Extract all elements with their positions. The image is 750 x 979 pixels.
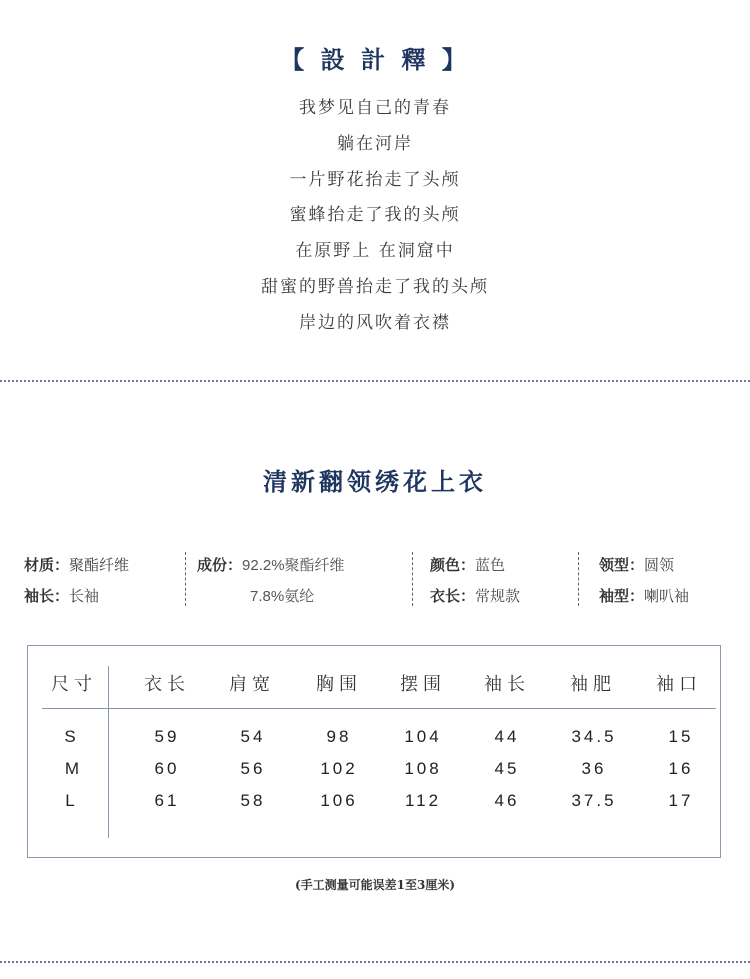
table-cell: 102: [320, 759, 358, 778]
spec-value: 聚酯纤维: [69, 556, 130, 574]
table-cell: 58: [240, 791, 266, 810]
table-horizontal-rule: [42, 708, 716, 709]
poem: [0, 94, 750, 345]
spec-column-composition: [185, 552, 345, 606]
spec-composition: [197, 552, 345, 583]
table-cell: 106: [320, 791, 358, 810]
spec-key: 领型：: [599, 556, 645, 574]
spec-value: 蓝色: [475, 556, 506, 574]
table-cell: 108: [404, 759, 442, 778]
poem-line: 我梦见自己的青春: [299, 98, 451, 118]
spec-composition-2: [197, 583, 345, 614]
spec-column-material: [24, 552, 129, 606]
table-cell: 16: [668, 759, 694, 778]
spec-value: 长袖: [69, 587, 100, 605]
spec-value: 92.2%聚酯纤维: [242, 557, 345, 574]
poem-line: 岸边的风吹着衣襟: [299, 312, 451, 333]
spec-color: [430, 552, 520, 583]
table-header-chest: 胸围: [316, 674, 362, 695]
table-cell: 36: [581, 759, 607, 778]
spec-sleeve-length: [24, 583, 129, 614]
table-header-cuff: 袖口: [656, 674, 702, 695]
table-cell: 112: [404, 791, 442, 810]
spec-material: [24, 552, 129, 583]
table-cell: 44: [494, 727, 520, 746]
table-cell: 15: [668, 727, 694, 746]
table-header-shoulder: 肩宽: [229, 674, 275, 695]
table-header-sleeve-length: 袖长: [484, 674, 530, 695]
table-cell: 56: [240, 759, 266, 778]
table-cell: 54: [240, 727, 266, 746]
table-cell: 60: [154, 759, 180, 778]
spec-value: 喇叭袖: [644, 587, 690, 605]
spec-key: 成份：: [197, 556, 243, 574]
spec-column-color: [412, 552, 520, 606]
spec-key: 材质：: [24, 556, 70, 574]
spec-key: 颜色：: [430, 556, 476, 574]
table-header-hem: 摆围: [400, 674, 446, 695]
table-header-sleeve-width: 袖肥: [570, 674, 616, 695]
table-cell: 46: [494, 791, 520, 810]
table-cell: 37.5: [571, 791, 617, 810]
size-table: [27, 645, 721, 858]
table-cell: 17: [668, 791, 694, 810]
poem-line: 蜜蜂抬走了我的头颅: [289, 205, 461, 226]
measurement-note: (手工测量可能误差1至3厘米): [294, 878, 456, 892]
spec-value: 7.8%氨纶: [250, 588, 315, 605]
spec-length: [430, 583, 520, 614]
table-cell: 61: [154, 791, 180, 810]
spec-key: 衣长：: [430, 587, 476, 605]
table-cell-size: S: [64, 727, 76, 746]
spec-key: 袖型：: [599, 587, 645, 605]
table-header-length: 衣长: [144, 674, 190, 695]
spec-value: 常规款: [475, 587, 521, 605]
design-section-title: 【 設 計 釋 】: [280, 45, 470, 74]
spec-column-collar: [578, 552, 689, 606]
table-cell: 98: [326, 727, 352, 746]
product-title: 清新翻领绣花上衣: [263, 467, 487, 496]
table-header-size: 尺寸: [51, 674, 97, 695]
table-cell-size: M: [64, 759, 80, 778]
poem-line: 甜蜜的野兽抬走了我的头颅: [261, 276, 489, 297]
product-specs: [0, 552, 750, 608]
section-divider: [0, 380, 750, 382]
table-cell: 34.5: [571, 727, 617, 746]
spec-key: 袖长：: [24, 587, 70, 605]
table-cell: 59: [154, 727, 180, 746]
poem-line: 躺在河岸: [337, 133, 413, 154]
spec-sleeve-type: [599, 583, 689, 614]
spec-collar: [599, 552, 689, 583]
table-vertical-rule: [108, 666, 109, 838]
spec-value: 圆领: [644, 556, 675, 574]
poem-line: 一片野花抬走了头颅: [289, 169, 461, 190]
table-cell: 45: [494, 759, 520, 778]
poem-line: 在原野上 在洞窟中: [295, 241, 455, 262]
bottom-divider: [0, 961, 750, 963]
table-cell-size: L: [65, 791, 75, 810]
table-cell: 104: [404, 727, 442, 746]
